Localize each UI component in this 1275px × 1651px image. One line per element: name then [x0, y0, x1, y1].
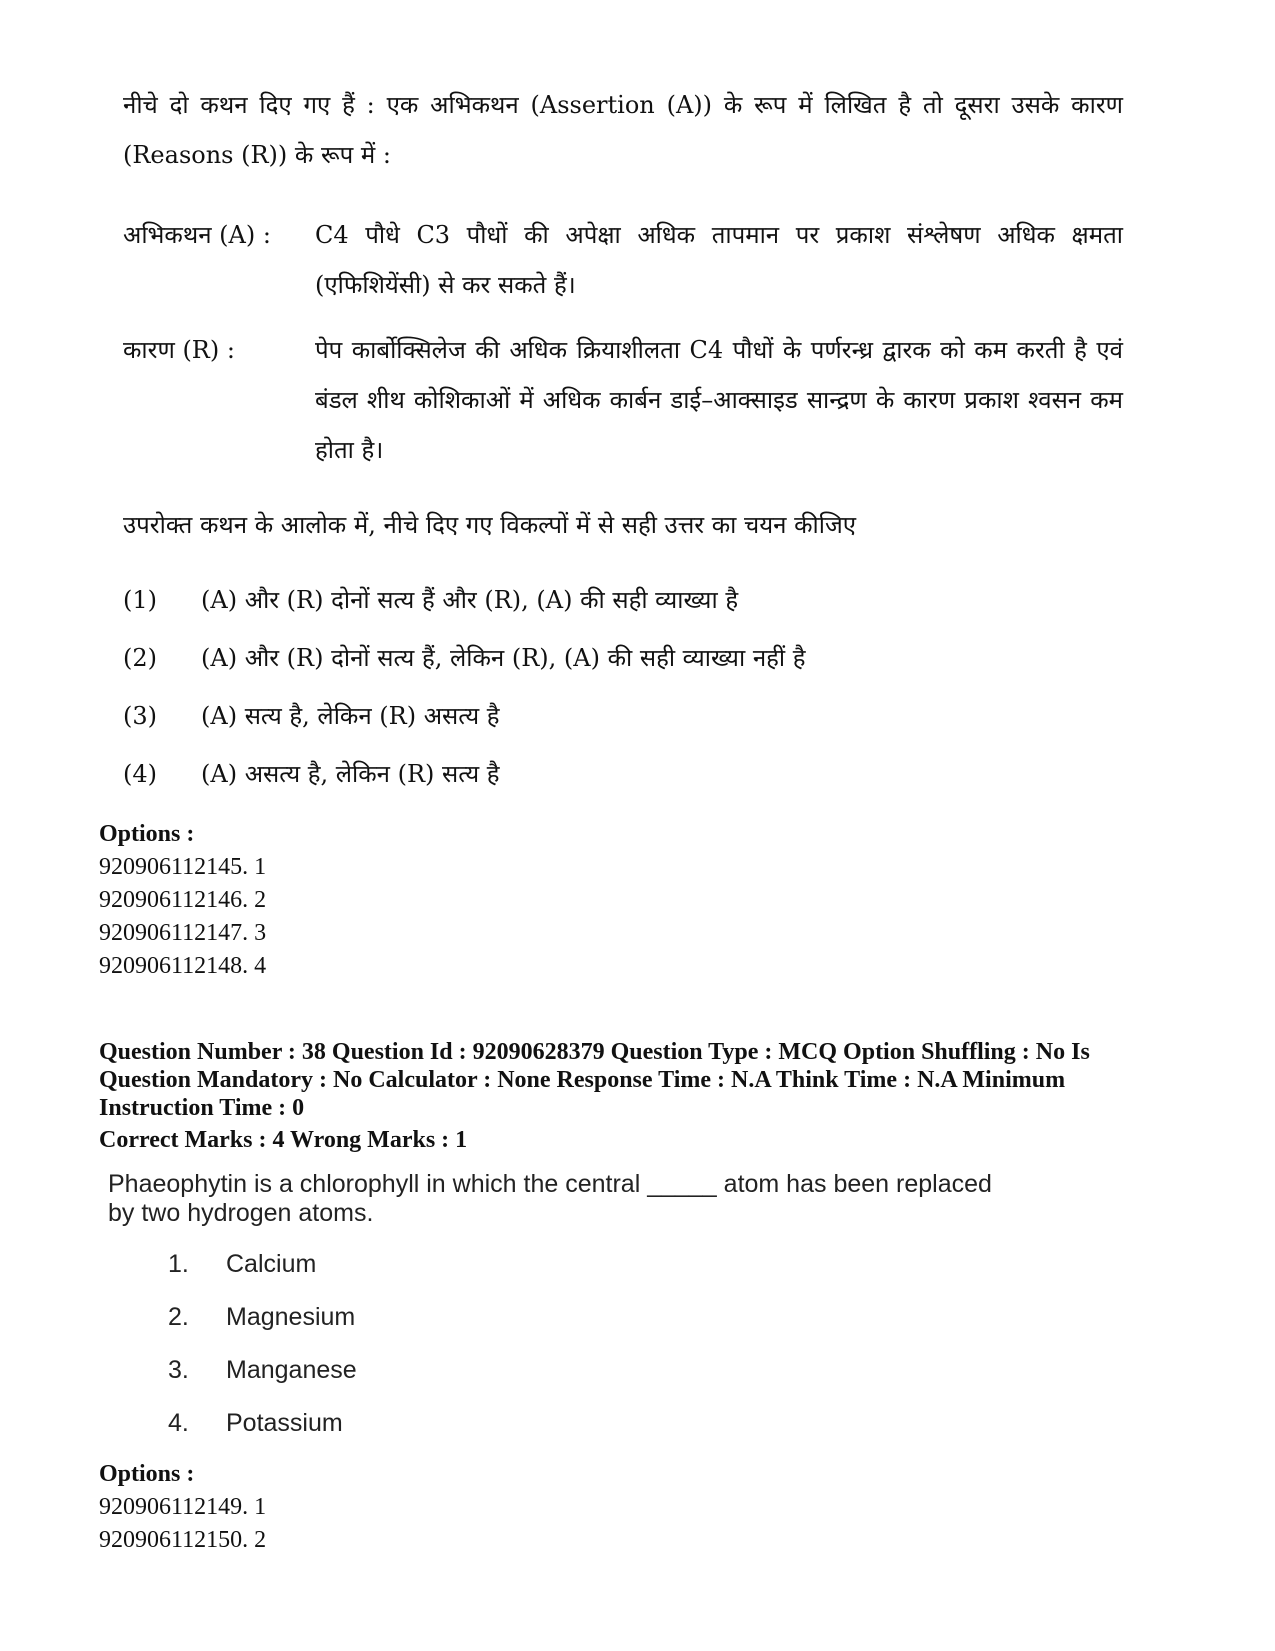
q37-intro: नीचे दो कथन दिए गए हैं : एक अभिकथन (Assertion (A)) के रूप में लिखित है तो दूसरा उसके कारण (Reasons (R)) के रूप में :: [123, 91, 1123, 169]
choice-text: Magnesium: [226, 1303, 356, 1331]
choice-number: (3): [123, 702, 157, 730]
choice-number: (4): [123, 760, 157, 788]
q38-question: [108, 1170, 992, 1228]
choice-number: 2.: [168, 1303, 189, 1331]
option-id: 920906112145. 1: [99, 854, 267, 880]
question-line: by two hydrogen atoms.: [108, 1199, 374, 1227]
q37-choice: [123, 754, 500, 794]
choice-text: (A) असत्य है, लेकिन (R) सत्य है: [201, 760, 500, 788]
q37-prompt: उपरोक्त कथन के आलोक में, नीचे दिए गए विकल्पों में से सही उत्तर का चयन कीजिए: [123, 511, 857, 539]
q38-options: [99, 1458, 266, 1557]
meta-line: Question Mandatory : No Calculator : None Response Time : N.A Think Time : N.A Minimum: [99, 1067, 1066, 1093]
meta-line: Question Number : 38 Question Id : 92090628379 Question Type : MCQ Option Shuffling : No Is: [99, 1039, 1090, 1065]
choice-text: Manganese: [226, 1356, 357, 1384]
option-id: 920906112147. 3: [99, 920, 267, 946]
reason-text: पेप कार्बोक्सिलेज की अधिक क्रियाशीलता C4 पौधों के पर्णरन्ध्र द्वारक को कम करती है एवं बंडल शीथ कोशिकाओं में अधिक कार्बन डाई–आक्साइड सान्द्रण के कारण प्रकाश श्वसन कम होता है।: [315, 336, 1123, 464]
choice-number: 4.: [168, 1409, 189, 1437]
assertion-label: अभिकथन (A) :: [123, 221, 271, 249]
choice-text: (A) और (R) दोनों सत्य हैं, लेकिन (R), (A) की सही व्याख्या नहीं है: [201, 644, 806, 672]
assertion-text: C4 पौधे C3 पौधों की अपेक्षा अधिक तापमान पर प्रकाश संश्लेषण अधिक क्षमता (एफिशियेंसी) से कर सकते हैं।: [315, 221, 1123, 299]
q38-choice: [168, 1303, 355, 1332]
q37-choice: [123, 696, 500, 736]
choice-text: (A) और (R) दोनों सत्य हैं और (R), (A) की सही व्याख्या है: [201, 586, 739, 614]
option-id: 920906112149. 1: [99, 1494, 267, 1520]
q38-marks: Correct Marks : 4 Wrong Marks : 1: [99, 1127, 468, 1153]
option-id: 920906112150. 2: [99, 1527, 267, 1553]
reason-label: कारण (R) :: [123, 336, 235, 364]
options-heading: Options :: [99, 1461, 195, 1487]
q38-choice: [168, 1250, 316, 1279]
choice-text: Calcium: [226, 1250, 317, 1278]
option-id: 920906112146. 2: [99, 887, 267, 913]
choice-number: 1.: [168, 1250, 189, 1278]
choice-number: (2): [123, 644, 157, 672]
q37-choice: [123, 580, 738, 620]
meta-line: Instruction Time : 0: [99, 1095, 305, 1121]
choice-text: (A) सत्य है, लेकिन (R) असत्य है: [201, 702, 500, 730]
q38-choice: [168, 1356, 357, 1385]
q37-options: [99, 818, 266, 983]
q37-choice: [123, 638, 805, 678]
q38-choice: [168, 1409, 343, 1438]
choice-number: (1): [123, 586, 157, 614]
choice-text: Potassium: [226, 1409, 343, 1437]
question-line: Phaeophytin is a chlorophyll in which the central _____ atom has been replaced: [108, 1170, 992, 1198]
q38-meta: [99, 1038, 1189, 1122]
option-id: 920906112148. 4: [99, 953, 267, 979]
options-heading: Options :: [99, 821, 195, 847]
choice-number: 3.: [168, 1356, 189, 1384]
